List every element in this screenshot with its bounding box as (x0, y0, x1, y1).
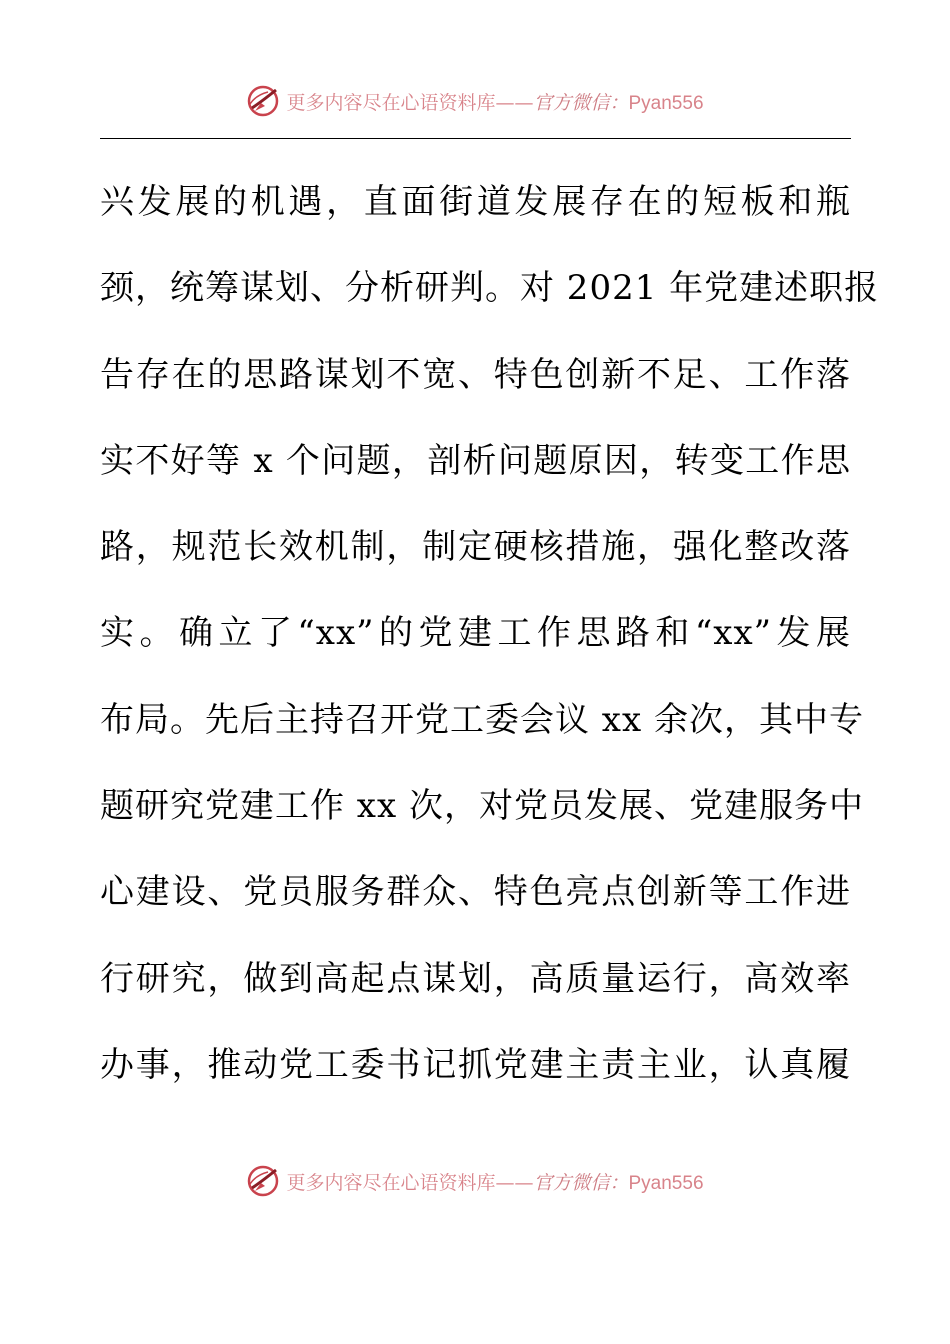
body-line: 颈，统筹谋划、分析研判。对 2021 年党建述职报 (100, 268, 880, 309)
watermark-right-text: 官方微信： (533, 1171, 629, 1194)
header-watermark (0, 84, 950, 118)
body-line: 布局。先后主持召开党工委会议 xx 余次，其中专 (100, 699, 864, 740)
body-line: 兴发展的机遇，直面街道发展存在的短板和瓶 (100, 182, 851, 222)
watermark-text (286, 1168, 703, 1195)
body-line: 办事，推动党工委书记抓党建主责主业，认真履 (100, 1044, 851, 1085)
pen-logo-icon (246, 84, 280, 118)
header-rule (100, 138, 851, 139)
footer-watermark (0, 1164, 950, 1198)
watermark-handle: Pyan556 (628, 1172, 704, 1194)
watermark-left-text: 更多内容尽在心语资料库 (286, 91, 496, 114)
body-line: 行研究，做到高起点谋划，高质量运行，高效率 (100, 958, 851, 999)
document-body (100, 172, 880, 1121)
body-line: 心建设、党员服务群众、特色亮点创新等工作进 (100, 872, 851, 913)
body-line: 题研究党建工作 xx 次，对党员发展、党建服务中 (100, 786, 864, 827)
watermark-dash: —— (495, 91, 534, 114)
watermark-text (286, 88, 703, 115)
watermark-dash: —— (495, 1171, 534, 1194)
watermark-right-text: 官方微信： (533, 91, 629, 114)
pen-logo-icon (246, 1164, 280, 1198)
body-line: 告存在的思路谋划不宽、特色创新不足、工作落 (100, 354, 851, 395)
watermark-left-text: 更多内容尽在心语资料库 (286, 1171, 496, 1194)
body-line: 实不好等 x 个问题，剖析问题原因，转变工作思 (100, 440, 851, 481)
body-line: 路，规范长效机制，制定硬核措施，强化整改落 (100, 527, 851, 568)
watermark-handle: Pyan556 (628, 92, 704, 114)
body-line: 实。确立了“xx”的党建工作思路和“xx”发展 (100, 613, 851, 654)
